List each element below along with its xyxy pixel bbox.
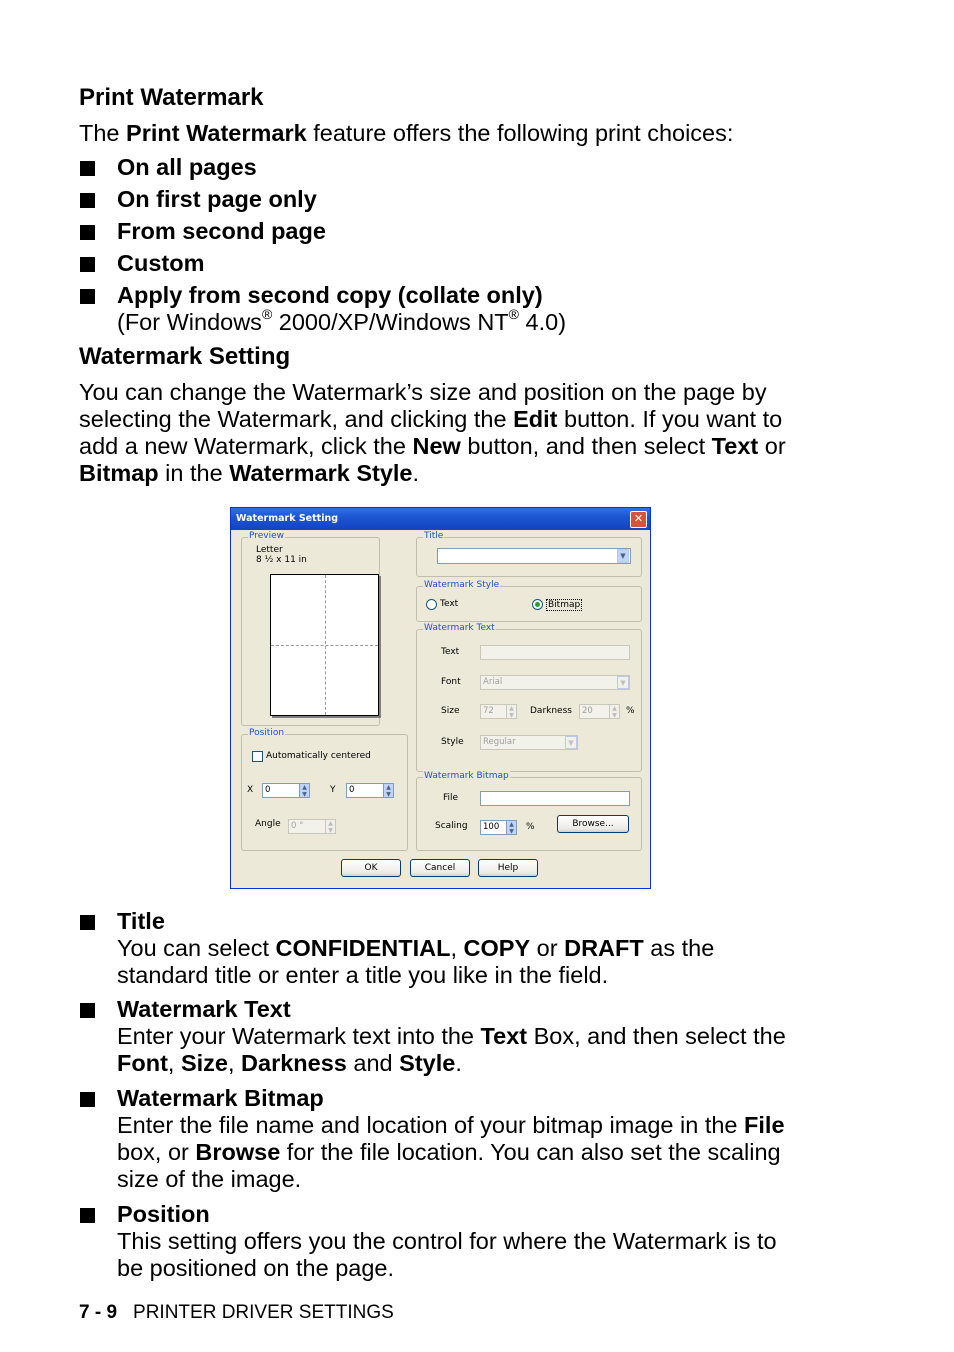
item-text: ,	[167, 1050, 181, 1076]
intro-text-end: feature offers the following print choices:	[306, 120, 734, 146]
item-line	[117, 935, 837, 962]
bullet-icon	[80, 1208, 95, 1223]
footer-section: PRINTER DRIVER SETTINGS	[133, 1302, 394, 1323]
item-bold: COPY	[463, 935, 531, 961]
darkness-label: Darkness	[530, 706, 572, 716]
cancel-button[interactable]: Cancel	[410, 859, 470, 877]
y-spinner[interactable]: ▲ ▼	[383, 783, 394, 798]
auto-center-checkbox[interactable]	[252, 751, 263, 762]
intro-text: The	[79, 120, 127, 146]
item-text: or	[530, 935, 565, 961]
file-input[interactable]	[480, 791, 630, 806]
chevron-down-icon[interactable]: ▼	[565, 736, 577, 749]
para-text: .	[412, 460, 420, 486]
title-group	[416, 531, 642, 577]
bullet-icon	[80, 915, 95, 930]
item-text: box, or	[117, 1139, 196, 1165]
watermark-bitmap-label: Watermark Bitmap	[424, 771, 509, 781]
para-text: button, and then select	[460, 433, 712, 459]
bullet-icon	[80, 257, 95, 272]
size-input[interactable]: 72	[480, 704, 507, 719]
watermark-style-label: Watermark Style	[424, 580, 500, 590]
dialog-title: Watermark Setting	[236, 513, 339, 524]
bullet-icon	[80, 1003, 95, 1018]
item-watermark-bitmap	[117, 1085, 837, 1193]
choice-item: Apply from second copy (collate only)	[117, 282, 543, 308]
choice-item: On all pages	[117, 154, 257, 180]
para-bold: Edit	[513, 406, 558, 432]
item-text: Enter your Watermark text into the	[117, 1023, 481, 1049]
preview-group-label: Preview	[249, 531, 285, 541]
darkness-percent: %	[626, 706, 635, 716]
registered-mark: ®	[508, 306, 519, 323]
watermark-setting-dialog	[230, 507, 651, 889]
intro-bold: Print Watermark	[126, 120, 307, 146]
darkness-spinner[interactable]: ▲ ▼	[609, 704, 620, 719]
item-text: as the	[643, 935, 715, 961]
text-style-label: Text	[440, 599, 459, 609]
para-line	[79, 433, 879, 460]
bullet-icon	[80, 1092, 95, 1107]
y-label: Y	[330, 785, 336, 795]
page-number: 7 - 9	[79, 1302, 118, 1323]
para-line	[79, 406, 879, 433]
item-text: ,	[227, 1050, 242, 1076]
angle-label: Angle	[255, 819, 281, 829]
scaling-percent: %	[526, 822, 535, 832]
item-line	[117, 1112, 837, 1139]
title-dropdown[interactable]	[437, 548, 631, 564]
browse-button[interactable]: Browse...	[557, 815, 629, 833]
x-input[interactable]: 0	[262, 783, 300, 798]
item-heading: Watermark Text	[117, 996, 291, 1022]
chevron-down-icon[interactable]: ▼	[617, 676, 629, 689]
page-footer	[79, 1302, 394, 1324]
file-label: File	[443, 793, 459, 803]
item-heading: Title	[117, 908, 165, 934]
item-heading: Position	[117, 1201, 210, 1227]
item-line	[117, 1050, 837, 1077]
para-text: in the	[158, 460, 230, 486]
item-bold: Darkness	[241, 1050, 347, 1076]
size-label: Size	[441, 706, 460, 716]
bullet-icon	[80, 193, 95, 208]
para-text: button. If you want to	[557, 406, 783, 432]
title-group-label: Title	[424, 531, 444, 541]
para-bold: Bitmap	[79, 460, 159, 486]
item-title	[117, 908, 837, 989]
preview-group	[241, 531, 380, 726]
item-text: for the file location. You can also set the scaling	[280, 1139, 781, 1165]
section-heading-print-watermark: Print Watermark	[79, 84, 264, 111]
watermark-bitmap-group	[416, 771, 642, 851]
scaling-input[interactable]: 100	[480, 820, 507, 835]
x-label: X	[247, 785, 254, 795]
item-heading: Watermark Bitmap	[117, 1085, 324, 1111]
para-text: selecting the Watermark, and clicking the	[79, 406, 514, 432]
help-button[interactable]: Help	[478, 859, 538, 877]
registered-mark: ®	[261, 306, 273, 323]
section-heading-watermark-setting: Watermark Setting	[79, 343, 291, 370]
item-bold: Size	[180, 1050, 228, 1076]
item-bold: Text	[480, 1023, 528, 1049]
item-bold: File	[744, 1112, 785, 1138]
item-line: This setting offers you the control for where the Watermark is to	[117, 1228, 777, 1254]
para-line	[79, 460, 879, 487]
intro-paragraph	[79, 120, 733, 147]
item-bold: Font	[117, 1050, 168, 1076]
para-bold: Watermark Style	[229, 460, 413, 486]
position-group	[241, 728, 408, 851]
darkness-input[interactable]: 20	[579, 704, 610, 719]
para-bold: Text	[711, 433, 759, 459]
item-line: be positioned on the page.	[117, 1255, 395, 1281]
watermark-text-label: Watermark Text	[424, 623, 495, 633]
note-text: 4.0)	[519, 309, 567, 335]
item-text: Enter the file name and location of your bitmap image in the	[117, 1112, 745, 1138]
text-label: Text	[441, 647, 460, 657]
choice-item: On first page only	[117, 186, 317, 212]
scaling-label: Scaling	[435, 821, 468, 831]
item-text: ,	[450, 935, 464, 961]
bitmap-style-label: Bitmap	[548, 600, 581, 610]
item-line: size of the image.	[117, 1166, 302, 1192]
item-line	[117, 1023, 837, 1050]
style-label: Style	[441, 737, 464, 747]
setting-paragraph	[79, 379, 879, 487]
position-group-label: Position	[249, 728, 285, 738]
bitmap-style-radio[interactable]	[532, 599, 543, 610]
x-spinner[interactable]: ▲ ▼	[299, 783, 310, 798]
chevron-down-icon[interactable]: ▼	[617, 549, 629, 563]
scaling-spinner[interactable]: ▲ ▼	[506, 820, 517, 835]
preview-page	[270, 574, 379, 716]
bullet-icon	[80, 161, 95, 176]
preview-horizontal-guide	[271, 645, 378, 646]
item-bold: DRAFT	[564, 935, 644, 961]
text-style-radio[interactable]	[426, 599, 437, 610]
item-bold: Browse	[195, 1139, 281, 1165]
font-dropdown[interactable]: Arial	[480, 675, 630, 690]
choice-note	[117, 306, 837, 336]
item-text: Box, and then select the	[527, 1023, 786, 1049]
note-text: 2000/XP/Windows NT	[272, 309, 509, 335]
item-text: and	[346, 1050, 400, 1076]
ok-button[interactable]: OK	[341, 859, 401, 877]
watermark-text-group	[416, 623, 642, 772]
dialog-titlebar[interactable]	[231, 508, 650, 530]
auto-center-label: Automatically centered	[266, 751, 371, 761]
preview-paper-name: Letter	[256, 545, 283, 555]
bullet-icon	[80, 225, 95, 240]
item-line	[117, 1139, 837, 1166]
item-watermark-text	[117, 996, 837, 1077]
item-bold: CONFIDENTIAL	[275, 935, 451, 961]
style-dropdown[interactable]: Regular	[480, 735, 578, 750]
preview-paper-size: 8 ½ x 11 in	[256, 555, 307, 565]
item-bold: Style	[399, 1050, 456, 1076]
para-line: You can change the Watermark’s size and position on the page by	[79, 379, 767, 405]
angle-input[interactable]: 0 °	[288, 819, 326, 834]
item-text: You can select	[117, 935, 276, 961]
note-text: (For Windows	[117, 309, 262, 335]
y-input[interactable]: 0	[346, 783, 384, 798]
item-position	[117, 1201, 837, 1282]
choice-item: From second page	[117, 218, 326, 244]
para-bold: New	[412, 433, 461, 459]
close-icon[interactable]: ✕	[630, 511, 647, 528]
item-text: .	[455, 1050, 462, 1076]
item-line: standard title or enter a title you like in the field.	[117, 962, 609, 988]
angle-spinner[interactable]: ▲ ▼	[325, 819, 336, 834]
bullet-icon	[80, 289, 95, 304]
font-label: Font	[441, 677, 461, 687]
size-spinner[interactable]: ▲ ▼	[506, 704, 517, 719]
choice-item: Custom	[117, 250, 205, 276]
watermark-text-input[interactable]	[480, 645, 630, 660]
watermark-style-group	[416, 580, 642, 622]
para-text: or	[758, 433, 786, 459]
para-text: add a new Watermark, click the	[79, 433, 413, 459]
